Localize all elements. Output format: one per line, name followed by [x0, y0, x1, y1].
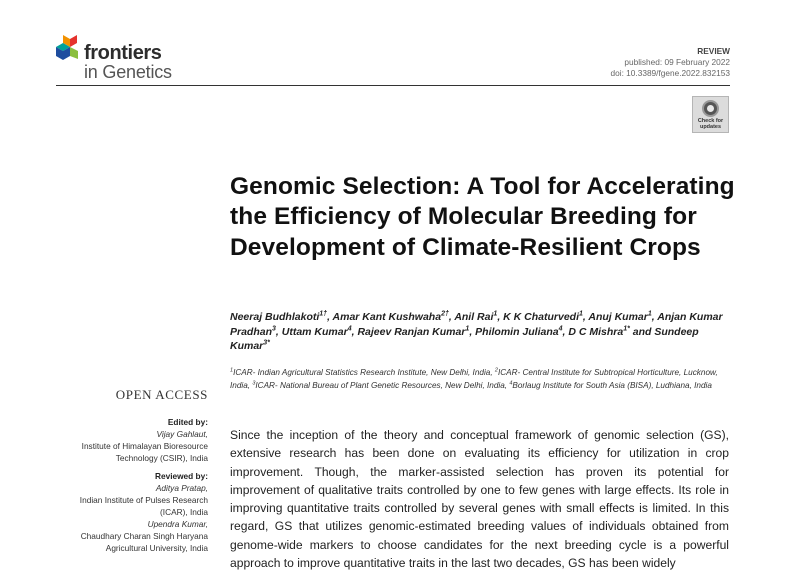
article-meta — [611, 46, 731, 79]
published-date: published: 09 February 2022 — [624, 57, 730, 67]
article-title: Genomic Selection: A Tool for Accelerating the Efficiency of Molecular Breeding for Development of Climate-Resilient Crops — [230, 173, 735, 261]
journal-logo — [56, 35, 196, 83]
logo-wordmark: frontiers — [84, 42, 162, 64]
author-affiliation-marker: 1* — [623, 325, 630, 333]
affiliation-text: ICAR- National Bureau of Plant Genetic Resources, New Delhi, India, — [255, 381, 510, 391]
author-name[interactable]: D C Mishra — [568, 325, 624, 338]
author-name[interactable]: Neeraj Budhlakoti — [230, 311, 320, 323]
affiliations — [230, 366, 735, 392]
affiliation-number: 3 — [252, 380, 256, 387]
edited-by-heading: Edited by: — [167, 417, 208, 427]
reviewer-affiliation: Indian Institute of Pulses Research — [79, 495, 208, 505]
reviewer-affiliation: Agricultural University, India — [105, 543, 208, 553]
author-name[interactable]: Amar Kant Kushwaha — [332, 311, 442, 323]
editor-sidebar — [56, 416, 208, 554]
reviewer-affiliation: (ICAR), India — [160, 507, 208, 517]
reviewer-name: Aditya Pratap, — [155, 483, 208, 493]
author-affiliation-marker: 1 — [465, 325, 470, 333]
author-affiliation-marker: 4 — [347, 325, 352, 333]
affiliation-text: Borlaug Institute for South Asia (BISA), Ludhiana, India — [512, 381, 712, 391]
author-affiliation-marker: 1 — [579, 310, 583, 318]
check-for-updates-label: Check for updates — [697, 118, 724, 130]
reviewer-name: Upendra Kumar, — [147, 519, 208, 529]
affiliation-number: 4 — [509, 380, 513, 387]
logo-journal-name: in Genetics — [84, 62, 172, 82]
author-name[interactable]: Sundeep Kumar — [230, 325, 699, 353]
update-check-icon — [702, 100, 719, 117]
affiliation-text: ICAR- Central Institute for Subtropical Horticulture, Lucknow, India, — [230, 368, 718, 391]
article-type: REVIEW — [697, 46, 730, 56]
editor-name: Vijay Gahlaut, — [156, 429, 208, 439]
author-name[interactable]: Uttam Kumar — [281, 325, 348, 338]
author-affiliation-marker: 3* — [263, 339, 270, 347]
author-name[interactable]: Anil Rai — [454, 311, 494, 323]
affiliation-number: 2 — [494, 367, 498, 374]
author-affiliation-marker: 1 — [647, 310, 652, 318]
affiliation-text: ICAR- Indian Agricultural Statistics Research Institute, New Delhi, India, — [233, 368, 495, 377]
affiliation-number: 1 — [230, 367, 234, 374]
author-name[interactable]: Anjan Kumar Pradhan — [230, 311, 723, 338]
author-name[interactable]: Philomin Juliana — [475, 325, 559, 338]
editor-affiliation: Institute of Himalayan Bioresource — [81, 441, 208, 451]
check-for-updates-button[interactable] — [692, 96, 729, 133]
open-access-label: OPEN ACCESS — [115, 387, 208, 402]
author-affiliation-marker: 3 — [272, 325, 276, 333]
author-list: Neeraj Budhlakoti$^{1\dagger}$, Amar Kant Kushwaha$^{2\dagger}$, Anil Rai$^1$, K K Chaturvedi$^1$, Anuj Kumar$^1$, Anjan Kumar Pradhan$^3$, Uttam Kumar$^4$, Rajeev Ranjan Kumar$^1$, Philomin Juliana$^4$, D C Mishra$^{1*}$ and Sundeep Kumar$^{3*}$ — [230, 310, 723, 353]
author-affiliation-marker: 1 — [493, 310, 498, 318]
editor-affiliation: Technology (CSIR), India — [115, 453, 208, 463]
author-affiliation-marker: 4 — [558, 325, 563, 333]
reviewer-affiliation: Chaudhary Charan Singh Haryana — [80, 531, 208, 541]
author-name[interactable]: Anuj Kumar — [588, 311, 648, 323]
frontiers-mark-icon — [56, 35, 84, 67]
doi-link[interactable]: doi: 10.3389/fgene.2022.832153 — [610, 68, 730, 78]
author-affiliation-marker: 2† — [441, 310, 449, 318]
abstract-text: Since the inception of the theory and conceptual framework of genomic selection (GS), extensive research has been done on evaluating its efficiency for utilization in crop improvement. Though, the marker-assisted selection has proven its potential for improvement of qualitative traits controlled by one to few genes with large effects. Its role in improving quantitative traits controlled by several genes with small effects is limited. In this regard, GS that utilizes genomic-estimated breeding values of individuals obtained from genome-wide markers to choose candidates for the next breeding cycle is a powerful approach to improve quantitative traits in the last two decades, GS has been widely — [230, 428, 729, 571]
author-affiliation-marker: 1† — [319, 310, 328, 318]
reviewed-by-heading: Reviewed by: — [154, 471, 208, 481]
header-divider — [56, 85, 730, 86]
author-name[interactable]: Rajeev Ranjan Kumar — [357, 325, 466, 338]
author-name[interactable]: K K Chaturvedi — [503, 311, 579, 323]
